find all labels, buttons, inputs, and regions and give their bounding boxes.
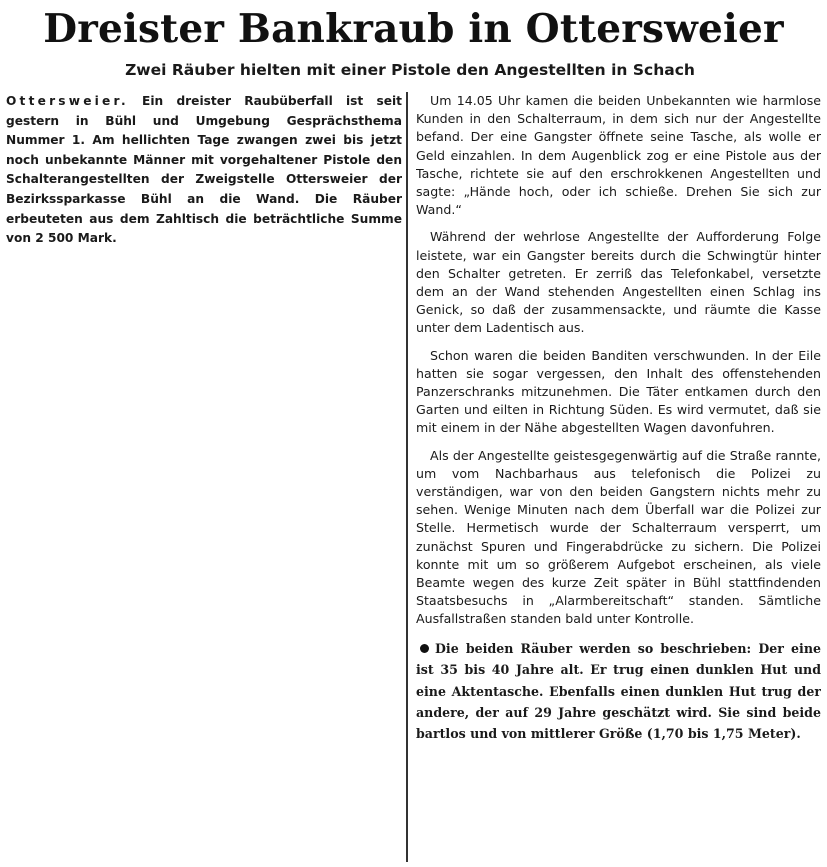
lead-paragraph	[6, 92, 402, 249]
lead-text: Ein dreister Raubüberfall ist seit gestern in Bühl und Umgebung Gesprächsthema Nummer 1. Am hellichten Tage zwangen zwei bis jetzt noch unbekannte Männer mit vorgehaltener Pistole den Schalterangestellten der Zweigstelle Ottersweier der Bezirkssparkasse Bühl an die Wand. Die Räuber erbeuteten aus dem Zahltisch die beträchtliche Summe von 2 500 Mark.	[6, 94, 402, 246]
body-paragraph-2: Während der wehrlose Angestellte der Aufforderung Folge leistete, war ein Gangster bereits durch die Schwingtür hinter den Schalter getreten. Er zerriß das Telefonkabel, versetzte dem an der Wand stehenden Angestellten einen Schlag ins Genick, so daß der zusammensackte, und räumte die Kasse unter dem Ladentisch aus.	[416, 229, 821, 336]
body-paragraph-4: Als der Angestellte geistesgegenwärtig auf die Straße rannte, um vom Nachbarhaus aus telefonisch die Polizei zu verständigen, war von den beiden Gangstern nichts mehr zu sehen. Wenige Minuten nach dem Überfall war die Polizei zur Stelle. Hermetisch wurde der Schalterraum versperrt, um zunächst Spuren und Fingerabdrücke zu sichern. Die Polizei konnte mit um so größerem Aufgebot erscheinen, als viele Beamte wegen des kurze Zeit später in Bühl stattfindenden Staatsbesuchs in „Alarmbereitschaft“ standen. Sämtliche Ausfallstraßen standen bald unter Kontrolle.	[416, 447, 821, 627]
dateline: Ottersweier.	[6, 94, 129, 108]
right-column	[416, 92, 821, 745]
left-column	[6, 92, 402, 249]
article-headline: Dreister Bankraub in Ottersweier	[43, 6, 784, 52]
article-subheadline: Zwei Räuber hielten mit einer Pistole den Angestellten in Schach	[125, 61, 695, 79]
bullet-icon	[420, 644, 429, 653]
description-paragraph	[416, 638, 821, 745]
body-paragraph-1: Um 14.05 Uhr kamen die beiden Unbekannten wie harmlose Kunden in den Schalterraum, in dem sich nur der Angestellte befand. Der eine Gangster öffnete seine Tasche, als wolle er Geld einzahlen. In dem Augenblick zog er eine Pistole aus der Tasche, richtete sie auf den erschrokkenen Angestellten und sagte: „Hände hoch, oder ich schieße. Drehen Sie sich zur Wand.“	[416, 93, 821, 218]
column-divider	[406, 92, 408, 862]
description-text: Die beiden Räuber werden so beschrieben: Der eine ist 35 bis 40 Jahre alt. Er trug einen dunklen Hut und eine Aktentasche. Ebenfalls einen dunklen Hut trug der andere, der auf 29 Jahre geschätzt wird. Sie sind beide bartlos und von mittlerer Größe (1,70 bis 1,75 Meter).	[416, 640, 821, 742]
body-paragraph-3: Schon waren die beiden Banditen verschwunden. In der Eile hatten sie sogar vergessen, den Inhalt des offenstehenden Panzerschranks mitzunehmen. Die Täter entkamen durch den Garten und eilten in Richtung Süden. Es wird vermutet, daß sie mit einem in der Nähe abgestellten Wagen davonfuhren.	[416, 347, 821, 436]
